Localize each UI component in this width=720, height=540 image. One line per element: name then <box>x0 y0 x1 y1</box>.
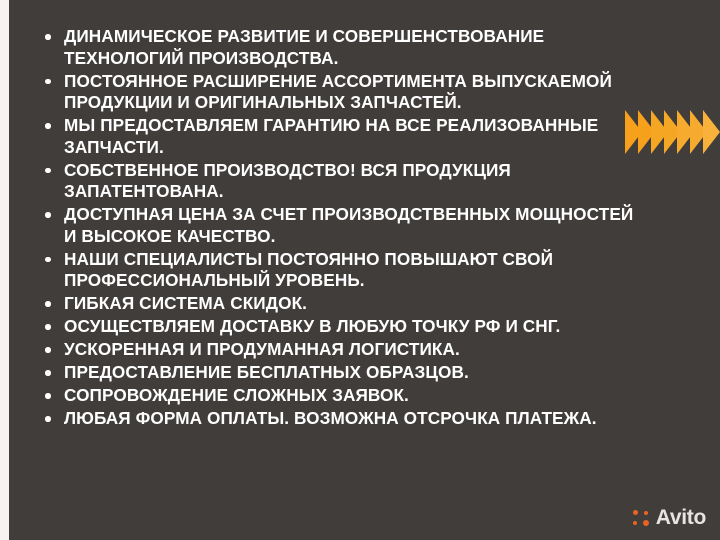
bullet-list <box>38 26 638 431</box>
list-item: ГИБКАЯ СИСТЕМА СКИДОК. <box>38 293 638 315</box>
chevron-icon <box>703 110 720 154</box>
list-item: ДОСТУПНАЯ ЦЕНА ЗА СЧЕТ ПРОИЗВОДСТВЕННЫХ МОЩНОСТЕЙ И ВЫСОКОЕ КАЧЕСТВО. <box>38 204 638 247</box>
list-item: ЛЮБАЯ ФОРМА ОПЛАТЫ. ВОЗМОЖНА ОТСРОЧКА ПЛАТЕЖА. <box>38 408 638 430</box>
list-item: МЫ ПРЕДОСТАВЛЯЕМ ГАРАНТИЮ НА ВСЕ РЕАЛИЗОВАННЫЕ ЗАПЧАСТИ. <box>38 115 638 158</box>
avito-watermark <box>633 506 706 530</box>
list-item: ПРЕДОСТАВЛЕНИЕ БЕСПЛАТНЫХ ОБРАЗЦОВ. <box>38 362 638 384</box>
avito-dots-icon <box>633 510 650 527</box>
left-edge-stripe <box>0 0 9 540</box>
list-item: ПОСТОЯННОЕ РАСШИРЕНИЕ АССОРТИМЕНТА ВЫПУСКАЕМОЙ ПРОДУКЦИИ И ОРИГИНАЛЬНЫХ ЗАПЧАСТЕЙ. <box>38 71 638 114</box>
list-item: ДИНАМИЧЕСКОЕ РАЗВИТИЕ И СОВЕРШЕНСТВОВАНИЕ ТЕХНОЛОГИЙ ПРОИЗВОДСТВА. <box>38 26 638 69</box>
list-item: СОПРОВОЖДЕНИЕ СЛОЖНЫХ ЗАЯВОК. <box>38 385 638 407</box>
list-item: СОБСТВЕННОЕ ПРОИЗВОДСТВО! ВСЯ ПРОДУКЦИЯ ЗАПАТЕНТОВАНА. <box>38 160 638 203</box>
list-item: НАШИ СПЕЦИАЛИСТЫ ПОСТОЯННО ПОВЫШАЮТ СВОЙ ПРОФЕССИОНАЛЬНЫЙ УРОВЕНЬ. <box>38 249 638 292</box>
avito-watermark-label: Avito <box>655 506 706 529</box>
list-item: ОСУЩЕСТВЛЯЕМ ДОСТАВКУ В ЛЮБУЮ ТОЧКУ РФ И СНГ. <box>38 316 638 338</box>
list-item: УСКОРЕННАЯ И ПРОДУМАННАЯ ЛОГИСТИКА. <box>38 339 638 361</box>
